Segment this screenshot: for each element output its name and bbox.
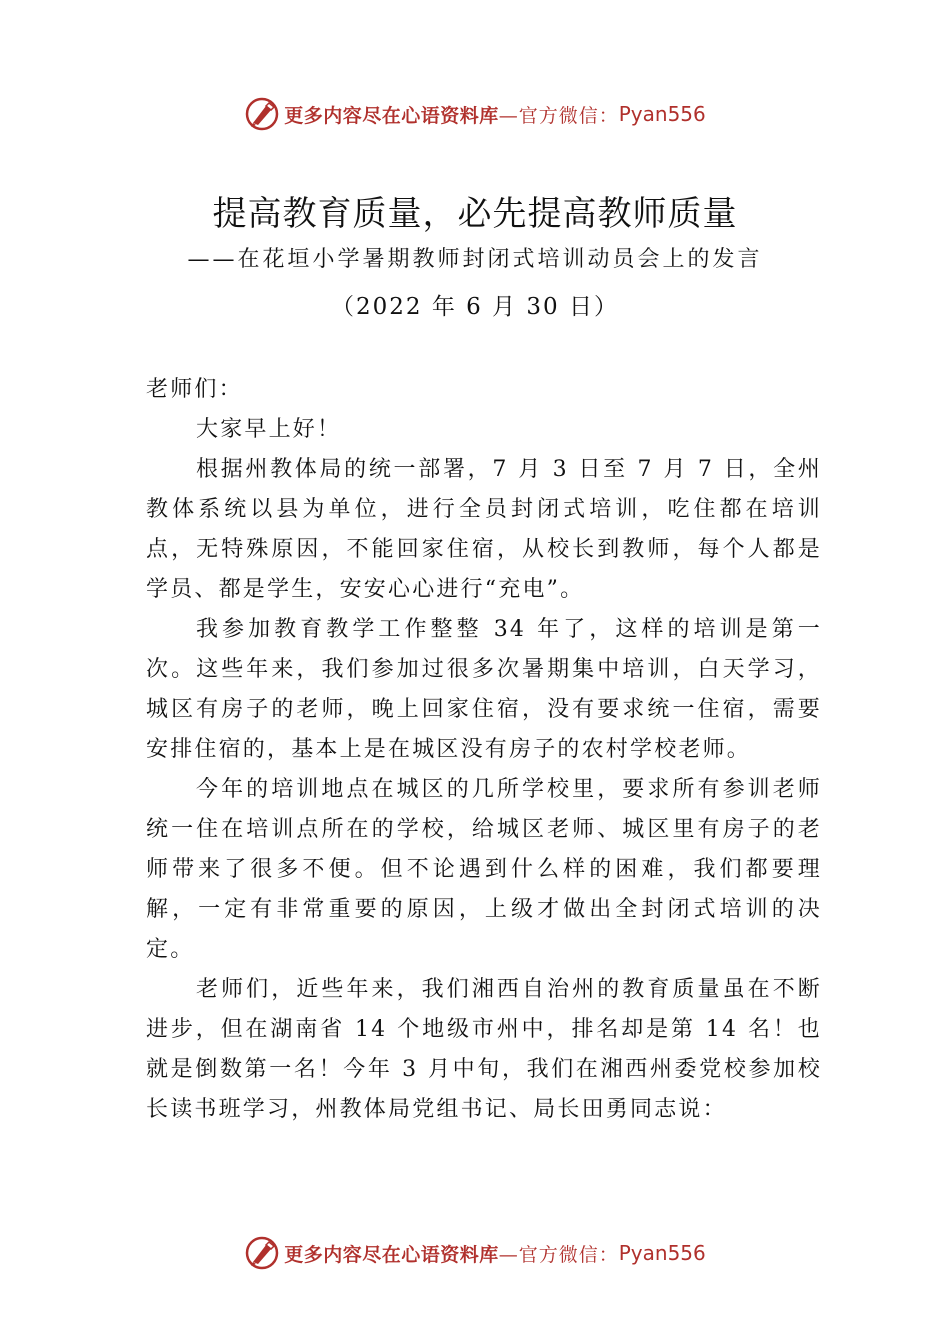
- paragraph: 大家早上好！: [196, 417, 342, 442]
- watermark-separator: —官方微信：: [498, 1243, 619, 1266]
- watermark-banner-top: [0, 92, 950, 136]
- document-date: （2022 年 6 月 30 日）: [331, 294, 619, 320]
- paragraph: 我参加教育教学工作整整 34 年了，这样的培训是第一次。这些年来，我们参加过很多次暑期集中培训，白天学习，城区有房子的老师，晚上回家住宿，没有要求统一住宿，需要安排住宿的，基本上是在城区没有房子的农村学校老师。: [146, 617, 822, 762]
- watermark-banner-bottom: [0, 1231, 950, 1275]
- document-subtitle: ——在花垣小学暑期教师封闭式培训动员会上的发言: [187, 247, 763, 272]
- salutation: 老师们：: [146, 377, 243, 402]
- watermark-separator: —官方微信：: [498, 104, 619, 127]
- watermark-code: Pyan556: [618, 102, 706, 126]
- watermark-text: 更多内容尽在心语资料库: [284, 104, 499, 127]
- paragraph: 老师们，近些年来，我们湘西自治州的教育质量虽在不断进步，但在湖南省 14 个地级市州中，排名却是第 14 名！也就是倒数第一名！今年 3 月中旬，我们在湘西州委党校参加校长读书班学习，州教体局党组书记、局长田勇同志说：: [146, 977, 822, 1122]
- watermark-code: Pyan556: [618, 1241, 706, 1265]
- pen-nib-seal-icon: [244, 1235, 280, 1271]
- document-title: 提高教育质量，必先提高教师质量: [212, 194, 738, 234]
- pen-nib-seal-icon: [244, 96, 280, 132]
- paragraph: 根据州教体局的统一部署，7 月 3 日至 7 月 7 日，全州教体系统以县为单位，进行全员封闭式培训，吃住都在培训点，无特殊原因，不能回家住宿，从校长到教师，每个人都是学员、都是学生，安安心心进行“充电”。: [146, 457, 822, 602]
- paragraph: 今年的培训地点在城区的几所学校里，要求所有参训老师统一住在培训点所在的学校，给城区老师、城区里有房子的老师带来了很多不便。但不论遇到什么样的困难，我们都要理解，一定有非常重要的原因，上级才做出全封闭式培训的决定。: [146, 777, 822, 962]
- document-body: [146, 370, 822, 1130]
- watermark-text: 更多内容尽在心语资料库: [284, 1243, 499, 1266]
